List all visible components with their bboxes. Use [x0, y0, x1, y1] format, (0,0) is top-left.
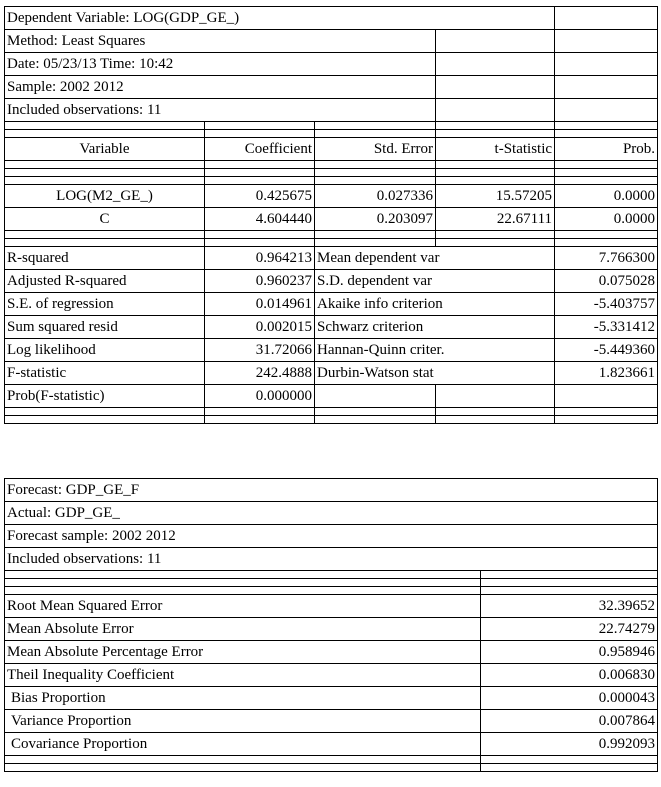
table-row [5, 664, 658, 687]
forecast-header-actual: Actual: GDP_GE_ [5, 502, 658, 525]
forecast-header-sample: Forecast sample: 2002 2012 [5, 525, 658, 548]
stat-label-2: Durbin-Watson stat [315, 362, 555, 385]
table-row [5, 641, 658, 664]
forecast-header-observations: Included observations: 11 [5, 548, 658, 571]
stat-value-2: 7.766300 [555, 247, 658, 270]
table-row [5, 618, 658, 641]
forecast-stat-label: Covariance Proportion [5, 733, 481, 756]
t-stat-value: 15.57205 [436, 185, 555, 208]
stat-value: 31.72066 [205, 339, 315, 362]
forecast-stat-value: 0.000043 [481, 687, 658, 710]
col-prob: Prob. [555, 138, 658, 161]
stat-label: Sum squared resid [5, 316, 205, 339]
stat-label: F-statistic [5, 362, 205, 385]
forecast-stat-value: 0.958946 [481, 641, 658, 664]
header-method: Method: Least Squares [5, 30, 436, 53]
stat-label-2: Mean dependent var [315, 247, 555, 270]
forecast-stat-label: Theil Inequality Coefficient [5, 664, 481, 687]
stat-value: 0.964213 [205, 247, 315, 270]
stat-value: 0.000000 [205, 385, 315, 408]
stat-label: Adjusted R-squared [5, 270, 205, 293]
forecast-stat-value: 0.992093 [481, 733, 658, 756]
header-sample: Sample: 2002 2012 [5, 76, 436, 99]
stats-row [5, 247, 658, 270]
col-std-error: Std. Error [315, 138, 436, 161]
prob-value: 0.0000 [555, 208, 658, 231]
forecast-evaluation-table [4, 478, 658, 772]
stat-label: S.E. of regression [5, 293, 205, 316]
table-row [5, 595, 658, 618]
prob-value: 0.0000 [555, 185, 658, 208]
stat-label-2: Schwarz criterion [315, 316, 555, 339]
table-row [5, 733, 658, 756]
stat-label: Log likelihood [5, 339, 205, 362]
stats-row [5, 385, 658, 408]
forecast-stat-label: Mean Absolute Error [5, 618, 481, 641]
variable-name: C [5, 208, 205, 231]
std-error-value: 0.027336 [315, 185, 436, 208]
stats-row [5, 362, 658, 385]
header-observations: Included observations: 11 [5, 99, 436, 122]
stat-value-2 [555, 385, 658, 408]
variable-name: LOG(M2_GE_) [5, 185, 205, 208]
column-header-row [5, 138, 658, 161]
table-row [5, 208, 658, 231]
forecast-stat-label: Bias Proportion [5, 687, 481, 710]
stat-label: Prob(F-statistic) [5, 385, 205, 408]
forecast-stat-label: Variance Proportion [5, 710, 481, 733]
stat-label-2: Hannan-Quinn criter. [315, 339, 555, 362]
stat-value-2: 1.823661 [555, 362, 658, 385]
stat-label-2: Akaike info criterion [315, 293, 555, 316]
stat-label-2 [315, 385, 436, 408]
stats-row [5, 316, 658, 339]
coefficient-value: 4.604440 [205, 208, 315, 231]
forecast-stat-value: 0.006830 [481, 664, 658, 687]
stats-row [5, 270, 658, 293]
forecast-stat-label: Root Mean Squared Error [5, 595, 481, 618]
coefficient-value: 0.425675 [205, 185, 315, 208]
regression-output-table [4, 6, 658, 424]
stat-value-2: -5.403757 [555, 293, 658, 316]
stat-value: 0.014961 [205, 293, 315, 316]
table-row [5, 687, 658, 710]
stat-value: 0.960237 [205, 270, 315, 293]
stat-value-2: -5.331412 [555, 316, 658, 339]
stats-row [5, 293, 658, 316]
forecast-stat-value: 32.39652 [481, 595, 658, 618]
stat-value: 242.4888 [205, 362, 315, 385]
stat-value: 0.002015 [205, 316, 315, 339]
forecast-stat-value: 22.74279 [481, 618, 658, 641]
forecast-stat-value: 0.007864 [481, 710, 658, 733]
stat-value-2: 0.075028 [555, 270, 658, 293]
stats-row [5, 339, 658, 362]
table-row [5, 185, 658, 208]
std-error-value: 0.203097 [315, 208, 436, 231]
col-t-statistic: t-Statistic [436, 138, 555, 161]
t-stat-value: 22.67111 [436, 208, 555, 231]
header-dependent-variable: Dependent Variable: LOG(GDP_GE_) [5, 7, 555, 30]
col-coefficient: Coefficient [205, 138, 315, 161]
stat-label-2: S.D. dependent var [315, 270, 555, 293]
forecast-stat-label: Mean Absolute Percentage Error [5, 641, 481, 664]
stat-label: R-squared [5, 247, 205, 270]
header-date: Date: 05/23/13 Time: 10:42 [5, 53, 436, 76]
stat-value-2: -5.449360 [555, 339, 658, 362]
table-row [5, 710, 658, 733]
col-variable: Variable [5, 138, 205, 161]
forecast-header-name: Forecast: GDP_GE_F [5, 479, 658, 502]
